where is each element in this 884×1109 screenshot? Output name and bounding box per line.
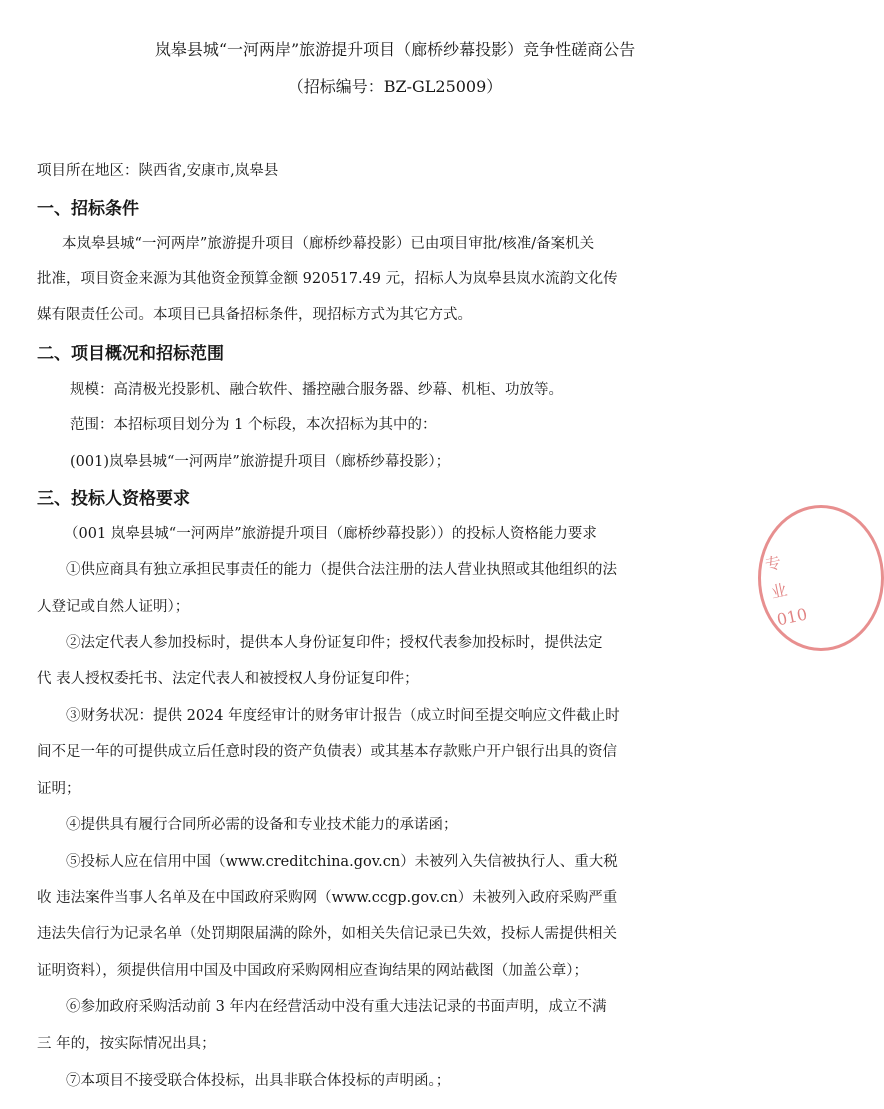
paragraph-line: ③财务状况：提供 2024 年度经审计的财务审计报告（成立时间至提交响应文件截止时: [66, 708, 620, 724]
paragraph-line: ⑤投标人应在信用中国（www.creditchina.gov.cn）未被列入失信被执行人、重大税: [66, 854, 618, 870]
paragraph-line: 规模：高清极光投影机、融合软件、播控融合服务器、纱幕、机柜、功放等。: [70, 382, 563, 398]
project-location: 项目所在地区：陕西省,安康市,岚皋县: [37, 163, 279, 179]
section-heading-2: 二、项目概况和招标范围: [37, 344, 224, 364]
page-title: 岚皋县城“一河两岸”旅游提升项目（廊桥纱幕投影）竞争性磋商公告: [154, 40, 636, 59]
paragraph-line: 人登记或自然人证明）；: [37, 599, 190, 615]
paragraph-line: 间不足一年的可提供成立后任意时段的资产负债表）或其基本存款账户开户银行出具的资信: [37, 744, 617, 760]
paragraph-line: (001)岚皋县城“一河两岸”旅游提升项目（廊桥纱幕投影）；: [70, 454, 451, 470]
paragraph-line: 批准，项目资金来源为其他资金预算金额 920517.49 元，招标人为岚皋县岚水流韵文化传: [37, 271, 618, 287]
paragraph-line: 范围：本招标项目划分为 1 个标段，本次招标为其中的：: [70, 417, 437, 433]
paragraph-line: ⑥参加政府采购活动前 3 年内在经营活动中没有重大违法记录的书面声明，成立不满: [66, 999, 607, 1015]
seal-text: 专 业 010: [763, 552, 809, 630]
section-heading-1: 一、招标条件: [37, 199, 139, 219]
paragraph-line: 本岚皋县城“一河两岸”旅游提升项目（廊桥纱幕投影）已由项目审批/核准/备案机关: [62, 236, 595, 252]
paragraph-line: 证明；: [37, 781, 81, 797]
paragraph-line: 代 表人授权委托书、法定代表人和被授权人身份证复印件；: [37, 671, 419, 687]
paragraph-line: ①供应商具有独立承担民事责任的能力（提供合法注册的法人营业执照或其他组织的法: [66, 562, 617, 578]
paragraph-line: ②法定代表人参加投标时，提供本人身份证复印件；授权代表参加投标时，提供法定: [66, 635, 603, 651]
paragraph-line: 收 违法案件当事人名单及在中国政府采购网（www.ccgp.gov.cn）未被列入政府采购严重: [37, 890, 618, 906]
official-seal: [758, 505, 884, 651]
paragraph-line: 媒有限责任公司。本项目已具备招标条件，现招标方式为其它方式。: [37, 307, 472, 323]
paragraph-line: ④提供具有履行合同所必需的设备和专业技术能力的承诺函；: [66, 817, 458, 833]
paragraph-line: ⑦本项目不接受联合体投标，出具非联合体投标的声明函。；: [66, 1073, 451, 1089]
paragraph-line: （001 岚皋县城“一河两岸”旅游提升项目（廊桥纱幕投影））的投标人资格能力要求: [64, 526, 597, 542]
paragraph-line: 证明资料），须提供信用中国及中国政府采购网相应查询结果的网站截图（加盖公章）；: [37, 963, 588, 979]
section-heading-3: 三、投标人资格要求: [37, 489, 190, 509]
paragraph-line: 三 年的，按实际情况出具；: [37, 1036, 216, 1052]
tender-number: （招标编号：BZ-GL25009）: [287, 77, 503, 96]
paragraph-line: 违法失信行为记录名单（处罚期限届满的除外，如相关失信记录已失效，投标人需提供相关: [37, 926, 617, 942]
